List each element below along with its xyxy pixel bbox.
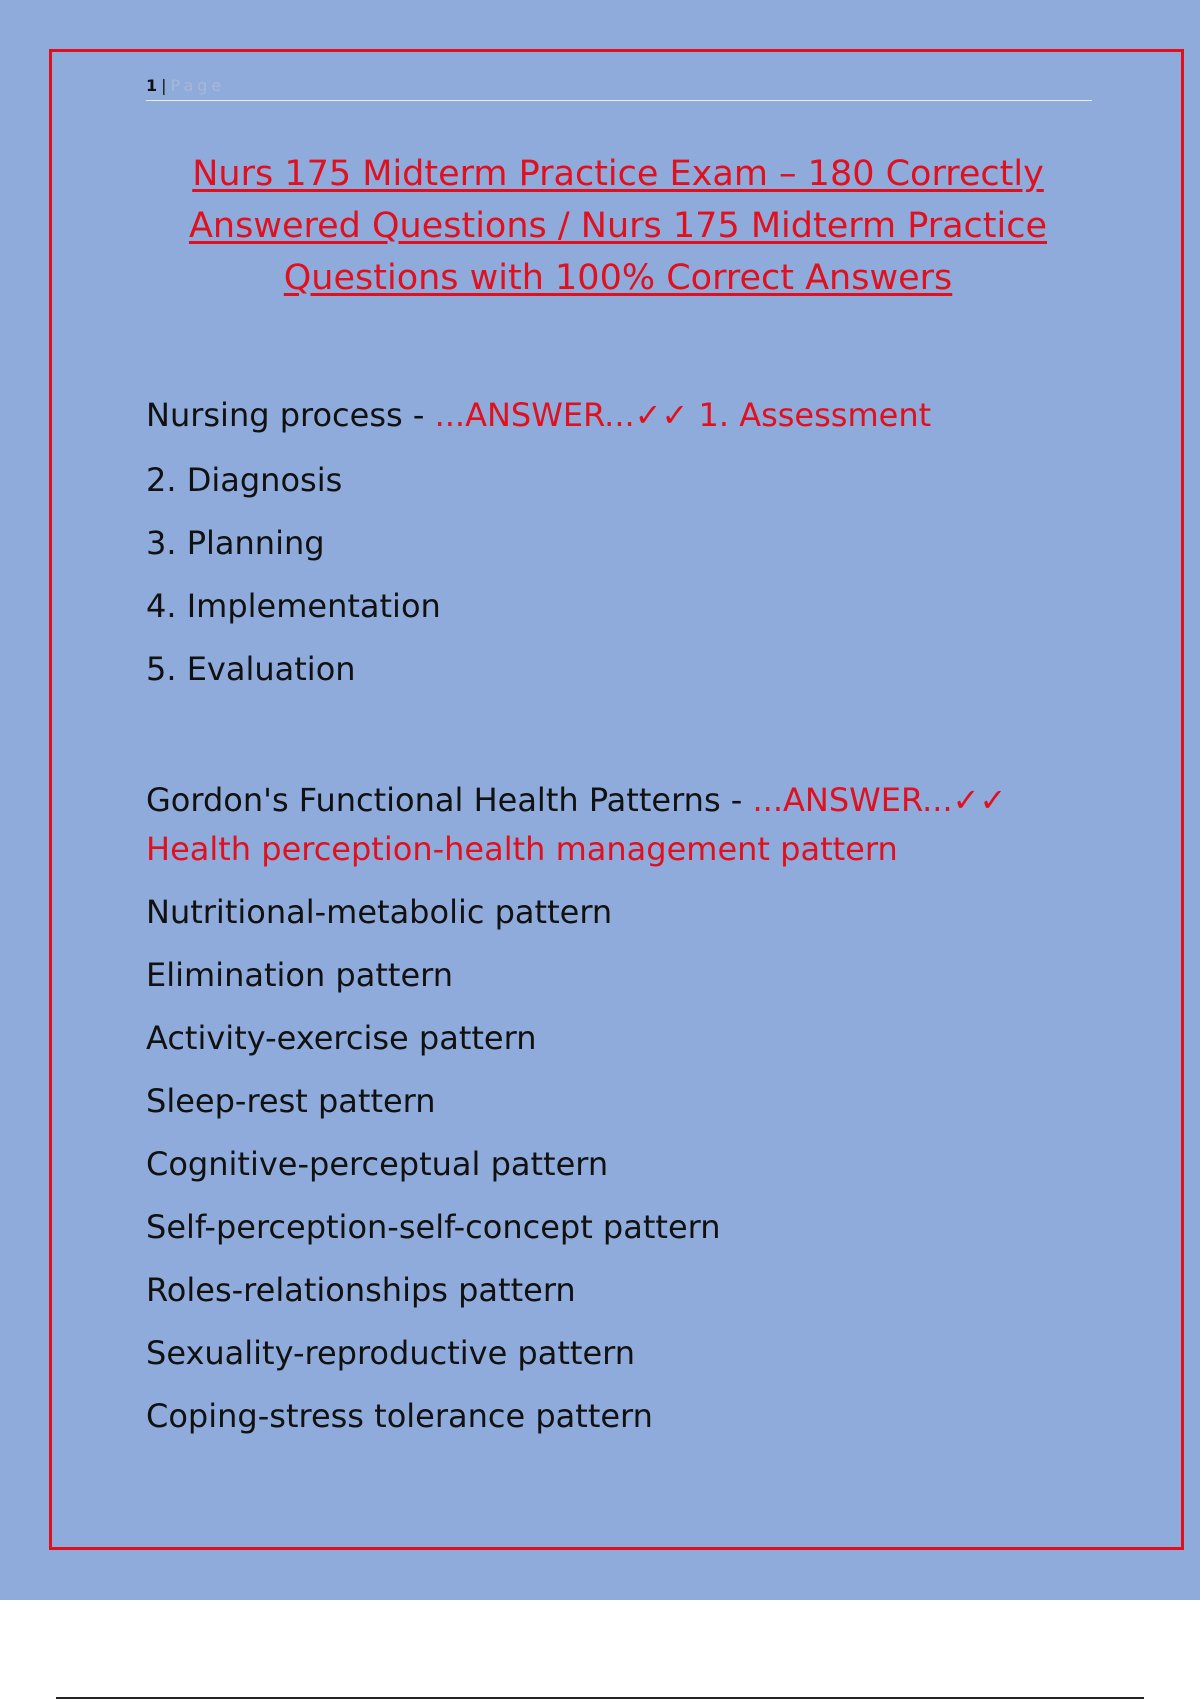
page-separator: | (161, 76, 167, 95)
question-text: Nursing process - (146, 396, 435, 434)
list-item: Cognitive-perceptual pattern (146, 1145, 609, 1183)
page-header (146, 74, 1092, 101)
document-title: Nurs 175 Midterm Practice Exam – 180 Correctly Answered Questions / Nurs 175 Midterm Practice Questions with 100% Correct Answers (188, 154, 1048, 298)
list-item: 2. Diagnosis (146, 461, 343, 499)
list-item: Sleep-rest pattern (146, 1082, 436, 1120)
list-item: 3. Planning (146, 524, 325, 562)
list-item: Activity-exercise pattern (146, 1019, 537, 1057)
question-line (146, 780, 1106, 820)
page-number: 1 (146, 76, 158, 95)
answer-first-item: Health perception-health management pattern (146, 830, 898, 868)
question-text: Gordon's Functional Health Patterns - (146, 781, 753, 819)
answer-first-item: 1. Assessment (698, 396, 932, 434)
question-line (146, 395, 1106, 435)
list-item: Nutritional-metabolic pattern (146, 893, 613, 931)
list-item: 4. Implementation (146, 587, 441, 625)
list-item: Self-perception-self-concept pattern (146, 1208, 721, 1246)
list-item: Elimination pattern (146, 956, 453, 994)
list-item: Roles-relationships pattern (146, 1271, 576, 1309)
list-item: Sexuality-reproductive pattern (146, 1334, 635, 1372)
list-item: 5. Evaluation (146, 650, 356, 688)
answer-marker: ...ANSWER...✓✓ (752, 781, 1007, 819)
page-label: Page (170, 76, 226, 95)
bottom-divider (56, 1697, 1144, 1699)
list-item: Coping-stress tolerance pattern (146, 1397, 653, 1435)
answer-marker: ...ANSWER...✓✓ (434, 396, 689, 434)
